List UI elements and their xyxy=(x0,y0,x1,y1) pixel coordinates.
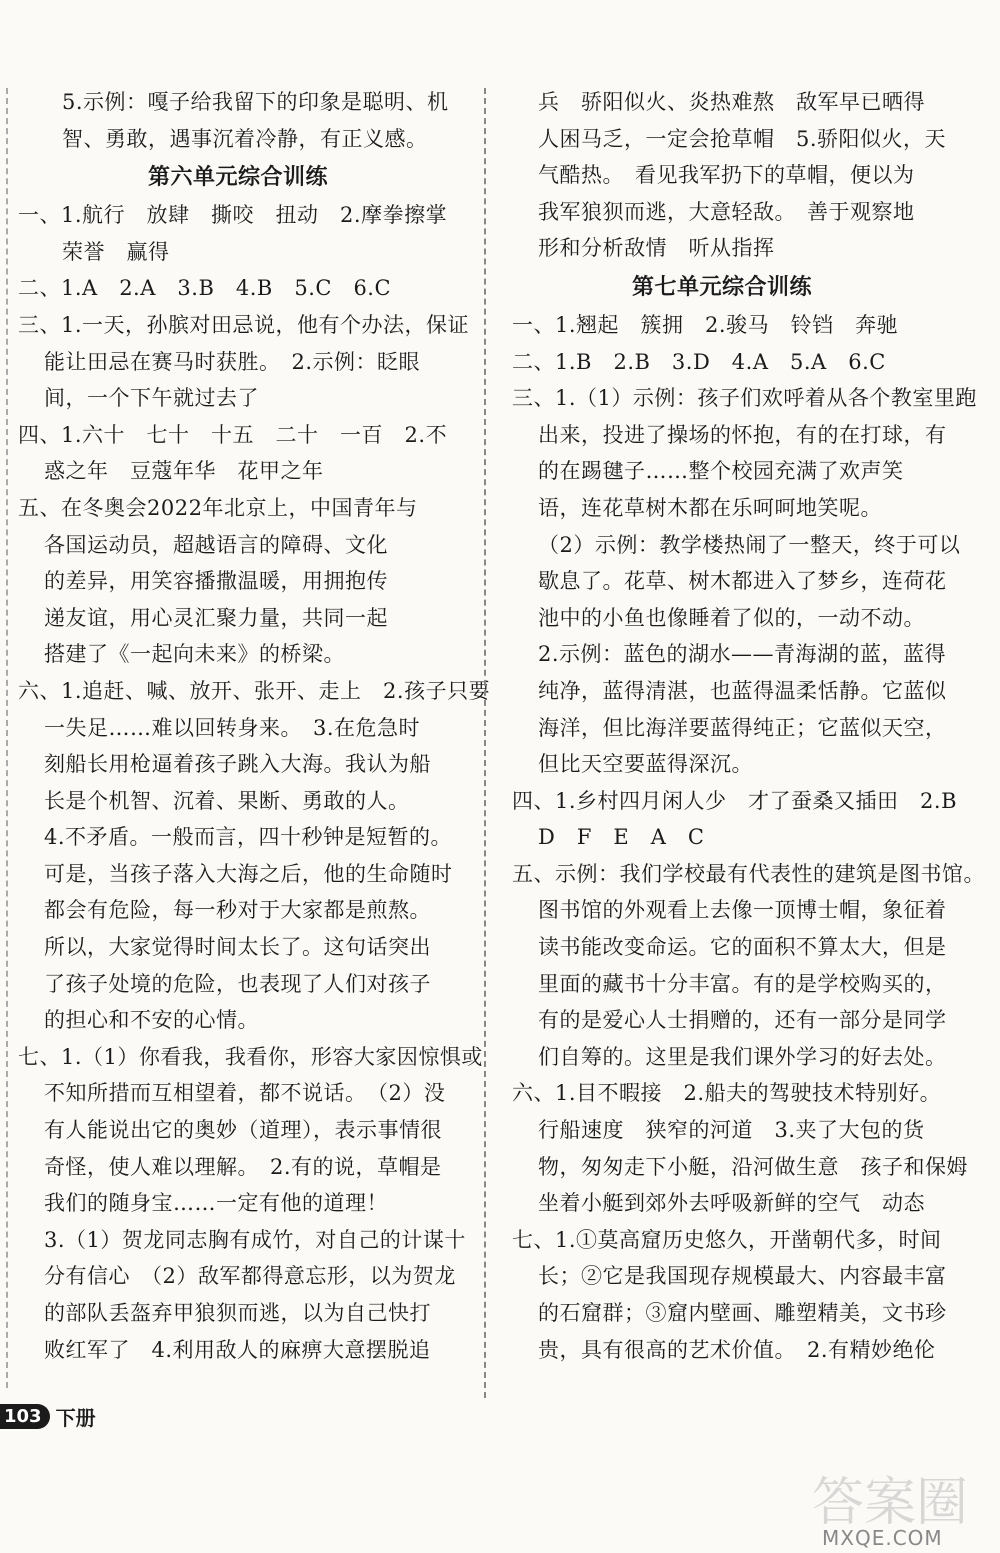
answer-line: 有的是爱心人士捐赠的，还有一部分是同学 xyxy=(538,1008,947,1033)
answer-line: 有人能说出它的奥妙（道理），表示事情很 xyxy=(44,1118,442,1143)
answer-line: 七、1.（1）你看我，我看你，形容大家因惊惧或 xyxy=(18,1044,483,1069)
answer-line: 纯净，蓝得清湛，也蓝得温柔恬静。它蓝似 xyxy=(538,678,947,703)
answer-line: 形和分析敌情 听从指挥 xyxy=(538,236,775,261)
left-answer-column xyxy=(18,84,491,1368)
answer-line: 的石窟群；③窟内壁画、雕塑精美，文书珍 xyxy=(538,1301,947,1325)
answer-line: 的差异，用笑容播撒温暖，用拥抱传 xyxy=(44,569,388,594)
answer-line: 各国运动员，超越语言的障碍、文化 xyxy=(44,532,388,557)
answer-line: 间，一个下午就过去了 xyxy=(44,386,259,411)
answer-line: 了孩子处境的危险，也表现了人们对孩子 xyxy=(44,971,431,996)
answer-line: 歇息了。花草、树木都进入了梦乡，连荷花 xyxy=(538,569,947,594)
answer-line: 五、在冬奥会2022年北京上，中国青年与 xyxy=(18,495,418,520)
answer-line: 递友谊，用心灵汇聚力量，共同一起 xyxy=(44,605,388,630)
answer-line: 气酷热。 看见我军扔下的草帽，便以为 xyxy=(538,163,915,188)
answer-line: 二、1.A 2.A 3.B 4.B 5.C 6.C xyxy=(18,276,392,301)
answer-line: 的担心和不安的心情。 xyxy=(44,1008,259,1033)
answer-line: 奇怪，使人难以理解。 2.有的说，草帽是 xyxy=(44,1154,442,1179)
answer-line: 读书能改变命运。它的面积不算太大，但是 xyxy=(538,935,947,960)
answer-line: 我军狼狈而逃，大意轻敌。 善于观察地 xyxy=(538,199,915,224)
right-answer-column xyxy=(512,84,985,1368)
answer-line: 们自筹的。这里是我们课外学习的好去处。 xyxy=(538,1044,947,1069)
answer-line: 2.示例：蓝色的湖水——青海湖的蓝，蓝得 xyxy=(538,642,947,667)
answer-line: 里面的藏书十分丰富。有的是学校购买的， xyxy=(538,971,947,996)
answer-line: 三、1.一天，孙膑对田忌说，他有个办法，保证 xyxy=(18,312,470,337)
answer-line: 的在踢毽子……整个校园充满了欢声笑 xyxy=(538,459,904,484)
answer-line: 五、示例：我们学校最有代表性的建筑是图书馆。 xyxy=(512,861,985,886)
answer-line: 3.（1）贺龙同志胸有成竹，对自己的计谋十 xyxy=(44,1227,466,1252)
answer-line: 的部队丢盔弃甲狼狈而逃，以为自己快打 xyxy=(44,1301,431,1325)
answer-line: D F E A C xyxy=(538,825,705,850)
answer-line: 语，连花草树木都在乐呵呵地笑呢。 xyxy=(538,495,882,520)
answer-line: 出来，投进了操场的怀抱，有的在打球，有 xyxy=(538,422,947,447)
answer-line: 长；②它是我国现存规模最大、内容最丰富 xyxy=(538,1264,947,1289)
answer-line: 所以，大家觉得时间太长了。这句话突出 xyxy=(44,935,431,960)
answer-line: 不知所措而互相望着，都不说话。 （2）没 xyxy=(44,1081,446,1106)
watermark-url: MXQE.COM xyxy=(822,1526,943,1550)
section-heading: 第六单元综合训练 xyxy=(147,164,328,191)
answer-line: 荣誉 赢得 xyxy=(62,239,170,264)
answer-line: 能让田忌在赛马时获胜。 2.示例：眨眼 xyxy=(44,349,421,374)
answer-line: 图书馆的外观看上去像一顶博士帽，象征着 xyxy=(538,898,947,923)
answer-line: 刻船长用枪逼着孩子跳入大海。我认为船 xyxy=(44,752,431,777)
watermark-logo-text: 答案圈 xyxy=(812,1473,969,1533)
page-footer xyxy=(0,1402,96,1431)
answer-line: 物，匆匆走下小艇，沿河做生意 孩子和保姆 xyxy=(538,1154,968,1179)
page-number-badge: 103 xyxy=(0,1404,50,1429)
answer-line: 一、1.航行 放肆 撕咬 扭动 2.摩拳擦掌 xyxy=(18,203,448,228)
left-edge-dashed-line xyxy=(6,88,8,1388)
answer-line: 坐着小艇到郊外去呼吸新鲜的空气 动态 xyxy=(538,1191,925,1216)
answer-line: 5.示例：嘎子给我留下的印象是聪明、机 xyxy=(62,90,449,114)
answer-line: 行船速度 狭窄的河道 3.夹了大包的货 xyxy=(538,1118,925,1143)
answer-line: 一、1.翘起 簇拥 2.骏马 铃铛 奔驰 xyxy=(512,312,899,337)
answer-line: 智、勇敢，遇事沉着冷静，有正义感。 xyxy=(62,126,428,151)
answer-line: 4.不矛盾。一般而言，四十秒钟是短暂的。 xyxy=(44,825,453,850)
answer-line: 我们的随身宝……一定有他的道理！ xyxy=(44,1191,388,1216)
answer-line: 分有信心 （2）敌军都得意忘形，以为贺龙 xyxy=(44,1264,456,1289)
answer-line: 一失足……难以回转身来。 3.在危急时 xyxy=(44,715,421,740)
answer-line: 四、1.乡村四月闲人少 才了蚕桑又插田 2.B xyxy=(512,788,958,813)
answer-line: 长是个机智、沉着、果断、勇敢的人。 xyxy=(44,788,410,813)
answer-line: 四、1.六十 七十 十五 二十 一百 2.不 xyxy=(18,422,448,447)
answer-line: 七、1.①莫高窟历史悠久，开凿朝代多，时间 xyxy=(512,1227,942,1252)
answer-line: 惑之年 豆蔻年华 花甲之年 xyxy=(44,459,324,484)
answer-line: 六、1.目不暇接 2.船夫的驾驶技术特别好。 xyxy=(512,1081,942,1106)
answer-line: 人困马乏，一定会抢草帽 5.骄阳似火，天 xyxy=(538,126,947,151)
column-divider xyxy=(484,88,486,1398)
volume-label: 下册 xyxy=(55,1406,96,1430)
answer-line: 贵，具有很高的艺术价值。 2.有精妙绝伦 xyxy=(538,1337,936,1362)
section-heading: 第七单元综合训练 xyxy=(631,273,812,300)
answer-line: 都会有危险，每一秒对于大家都是煎熬。 xyxy=(44,898,431,923)
answer-line: 三、1.（1）示例：孩子们欢呼着从各个教室里跑 xyxy=(512,386,977,411)
answer-line: 搭建了《一起向未来》的桥梁。 xyxy=(44,642,345,667)
answer-line: 池中的小鱼也像睡着了似的，一动不动。 xyxy=(538,605,925,630)
answer-line: （2）示例：教学楼热闹了一整天，终于可以 xyxy=(538,532,961,557)
answer-line: 可是，当孩子落入大海之后，他的生命随时 xyxy=(44,861,453,886)
answer-line: 败红军了 4.利用敌人的麻痹大意摆脱追 xyxy=(44,1337,431,1362)
answer-line: 二、1.B 2.B 3.D 4.A 5.A 6.C xyxy=(512,349,886,374)
answer-line: 兵 骄阳似火、炎热难熬 敌军早已晒得 xyxy=(538,90,925,114)
answer-line: 但比天空要蓝得深沉。 xyxy=(538,752,753,777)
answer-line: 海洋，但比海洋要蓝得纯正；它蓝似天空， xyxy=(538,715,947,740)
answer-line: 六、1.追赶、喊、放开、张开、走上 2.孩子只要 xyxy=(18,678,491,703)
